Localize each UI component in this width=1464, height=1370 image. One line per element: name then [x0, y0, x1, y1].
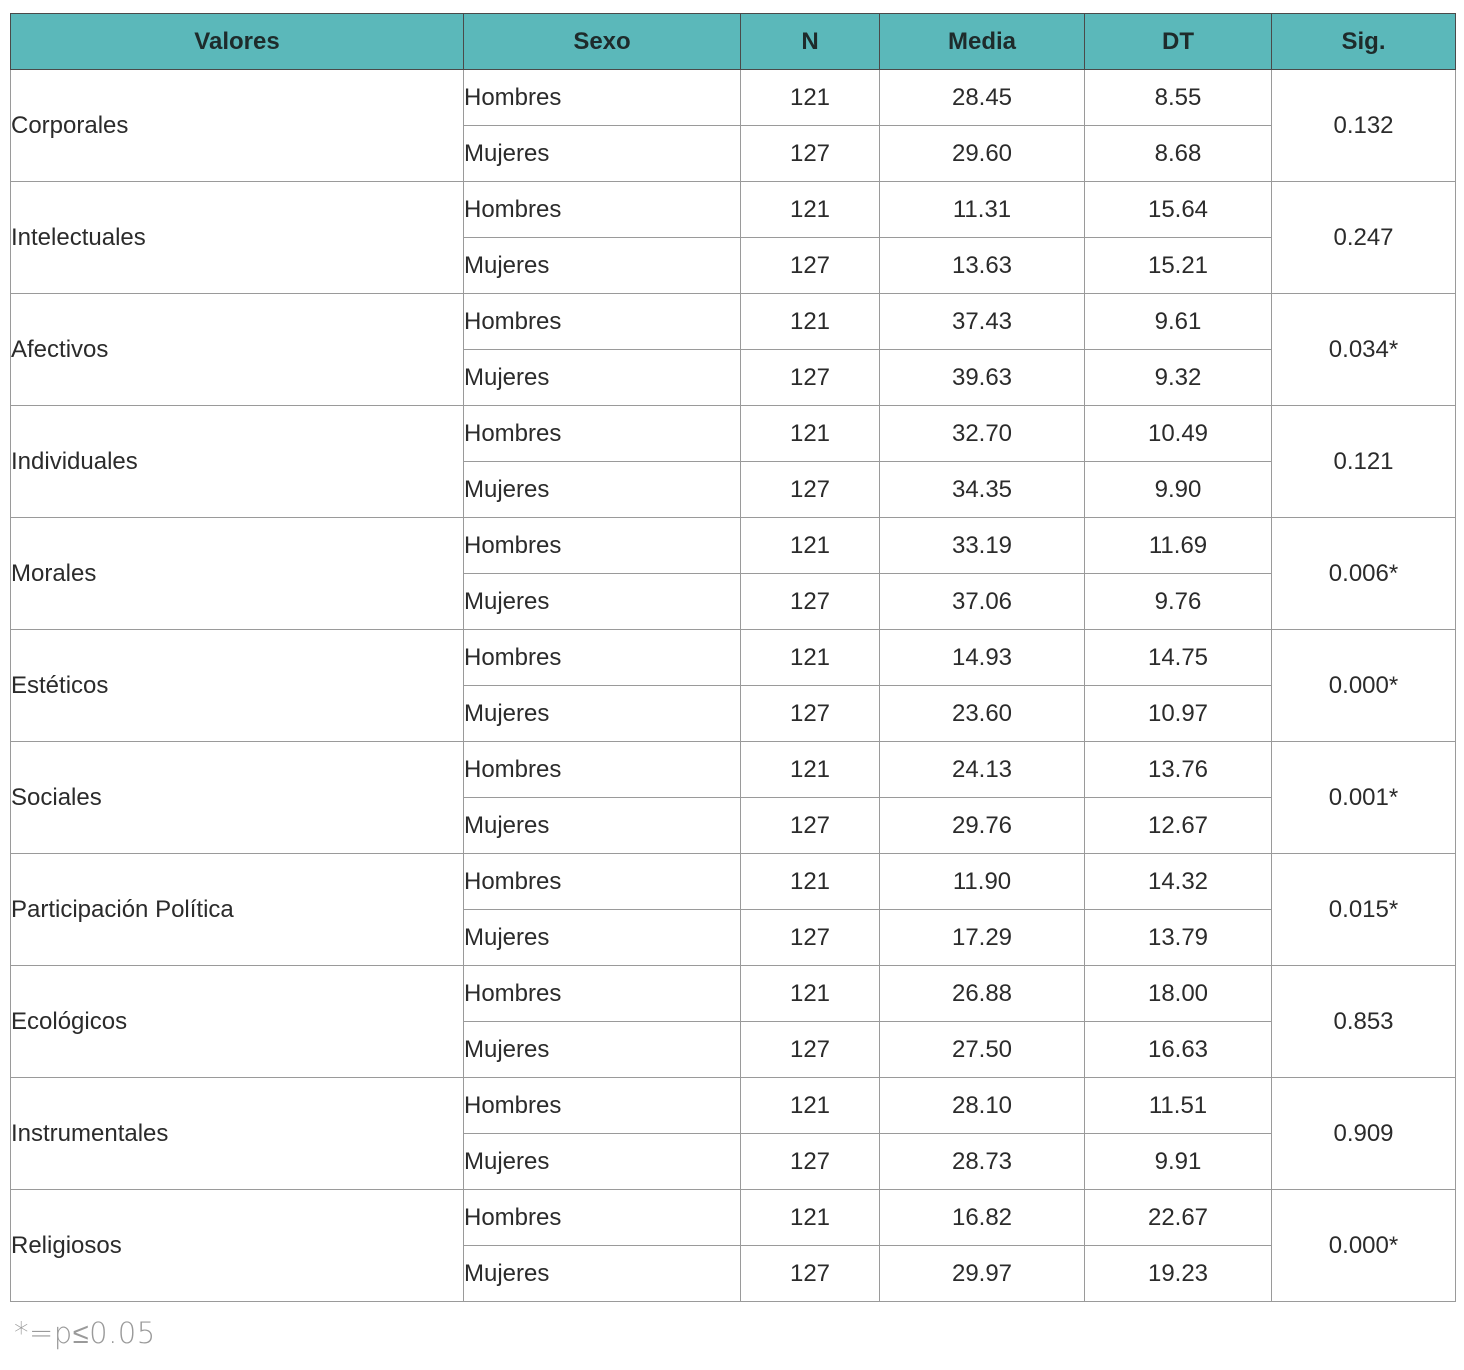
media-cell: 24.13 — [880, 742, 1085, 798]
sig-cell: 0.132 — [1272, 70, 1456, 182]
valor-cell: Religiosos — [11, 1190, 464, 1302]
sexo-cell: Hombres — [464, 182, 741, 238]
significance-footnote: *=p≤0.05 — [14, 1316, 156, 1350]
dt-cell: 22.67 — [1085, 1190, 1272, 1246]
valor-cell: Participación Política — [11, 854, 464, 966]
n-cell: 127 — [741, 1134, 880, 1190]
sexo-cell: Mujeres — [464, 126, 741, 182]
header-n: N — [741, 14, 880, 70]
media-cell: 33.19 — [880, 518, 1085, 574]
dt-cell: 14.32 — [1085, 854, 1272, 910]
sexo-cell: Hombres — [464, 1078, 741, 1134]
n-cell: 127 — [741, 350, 880, 406]
sexo-cell: Hombres — [464, 966, 741, 1022]
sig-cell: 0.853 — [1272, 966, 1456, 1078]
n-cell: 127 — [741, 238, 880, 294]
table-row — [11, 70, 1456, 126]
sig-cell: 0.015* — [1272, 854, 1456, 966]
n-cell: 127 — [741, 462, 880, 518]
sig-cell: 0.247 — [1272, 182, 1456, 294]
table-row — [11, 854, 1456, 910]
valor-cell: Sociales — [11, 742, 464, 854]
dt-cell: 8.68 — [1085, 126, 1272, 182]
n-cell: 121 — [741, 630, 880, 686]
dt-cell: 13.76 — [1085, 742, 1272, 798]
table-row — [11, 630, 1456, 686]
n-cell: 121 — [741, 406, 880, 462]
n-cell: 127 — [741, 686, 880, 742]
table-row — [11, 742, 1456, 798]
dt-cell: 15.21 — [1085, 238, 1272, 294]
media-cell: 27.50 — [880, 1022, 1085, 1078]
n-cell: 127 — [741, 574, 880, 630]
dt-cell: 9.61 — [1085, 294, 1272, 350]
header-dt: DT — [1085, 14, 1272, 70]
n-cell: 121 — [741, 294, 880, 350]
sexo-cell: Hombres — [464, 1190, 741, 1246]
sexo-cell: Mujeres — [464, 238, 741, 294]
table-body — [11, 70, 1456, 1302]
dt-cell: 13.79 — [1085, 910, 1272, 966]
valor-cell: Intelectuales — [11, 182, 464, 294]
sig-cell: 0.909 — [1272, 1078, 1456, 1190]
media-cell: 29.97 — [880, 1246, 1085, 1302]
dt-cell: 11.51 — [1085, 1078, 1272, 1134]
header-sexo: Sexo — [464, 14, 741, 70]
dt-cell: 9.90 — [1085, 462, 1272, 518]
dt-cell: 10.97 — [1085, 686, 1272, 742]
dt-cell: 15.64 — [1085, 182, 1272, 238]
sexo-cell: Hombres — [464, 742, 741, 798]
table-row — [11, 1078, 1456, 1134]
dt-cell: 12.67 — [1085, 798, 1272, 854]
media-cell: 28.45 — [880, 70, 1085, 126]
media-cell: 11.31 — [880, 182, 1085, 238]
media-cell: 34.35 — [880, 462, 1085, 518]
sexo-cell: Mujeres — [464, 1246, 741, 1302]
dt-cell: 11.69 — [1085, 518, 1272, 574]
header-valores: Valores — [11, 14, 464, 70]
dt-cell: 19.23 — [1085, 1246, 1272, 1302]
n-cell: 127 — [741, 1246, 880, 1302]
valor-cell: Afectivos — [11, 294, 464, 406]
media-cell: 23.60 — [880, 686, 1085, 742]
sig-cell: 0.000* — [1272, 630, 1456, 742]
sexo-cell: Mujeres — [464, 686, 741, 742]
valor-cell: Corporales — [11, 70, 464, 182]
dt-cell: 16.63 — [1085, 1022, 1272, 1078]
table-row — [11, 182, 1456, 238]
header-media: Media — [880, 14, 1085, 70]
dt-cell: 14.75 — [1085, 630, 1272, 686]
sexo-cell: Hombres — [464, 630, 741, 686]
header-row — [11, 14, 1456, 70]
n-cell: 127 — [741, 798, 880, 854]
dt-cell: 8.55 — [1085, 70, 1272, 126]
header-sig: Sig. — [1272, 14, 1456, 70]
valor-cell: Estéticos — [11, 630, 464, 742]
values-by-sex-table — [10, 13, 1456, 1302]
media-cell: 11.90 — [880, 854, 1085, 910]
media-cell: 37.43 — [880, 294, 1085, 350]
sexo-cell: Mujeres — [464, 574, 741, 630]
dt-cell: 18.00 — [1085, 966, 1272, 1022]
sig-cell: 0.006* — [1272, 518, 1456, 630]
sig-cell: 0.001* — [1272, 742, 1456, 854]
sig-cell: 0.000* — [1272, 1190, 1456, 1302]
n-cell: 121 — [741, 742, 880, 798]
n-cell: 121 — [741, 70, 880, 126]
sexo-cell: Mujeres — [464, 462, 741, 518]
media-cell: 28.73 — [880, 1134, 1085, 1190]
media-cell: 28.10 — [880, 1078, 1085, 1134]
n-cell: 121 — [741, 1190, 880, 1246]
sexo-cell: Mujeres — [464, 350, 741, 406]
sexo-cell: Hombres — [464, 854, 741, 910]
n-cell: 121 — [741, 966, 880, 1022]
sexo-cell: Hombres — [464, 294, 741, 350]
media-cell: 39.63 — [880, 350, 1085, 406]
n-cell: 127 — [741, 1022, 880, 1078]
table-row — [11, 518, 1456, 574]
sexo-cell: Hombres — [464, 406, 741, 462]
dt-cell: 10.49 — [1085, 406, 1272, 462]
media-cell: 17.29 — [880, 910, 1085, 966]
sexo-cell: Mujeres — [464, 798, 741, 854]
n-cell: 127 — [741, 126, 880, 182]
media-cell: 32.70 — [880, 406, 1085, 462]
dt-cell: 9.32 — [1085, 350, 1272, 406]
n-cell: 121 — [741, 518, 880, 574]
n-cell: 121 — [741, 854, 880, 910]
sexo-cell: Hombres — [464, 518, 741, 574]
media-cell: 29.76 — [880, 798, 1085, 854]
valor-cell: Ecológicos — [11, 966, 464, 1078]
sexo-cell: Mujeres — [464, 910, 741, 966]
media-cell: 13.63 — [880, 238, 1085, 294]
sig-cell: 0.121 — [1272, 406, 1456, 518]
table-header — [11, 14, 1456, 70]
sig-cell: 0.034* — [1272, 294, 1456, 406]
media-cell: 14.93 — [880, 630, 1085, 686]
valor-cell: Morales — [11, 518, 464, 630]
sexo-cell: Mujeres — [464, 1022, 741, 1078]
table-row — [11, 1190, 1456, 1246]
n-cell: 127 — [741, 910, 880, 966]
n-cell: 121 — [741, 182, 880, 238]
table-row — [11, 966, 1456, 1022]
media-cell: 29.60 — [880, 126, 1085, 182]
media-cell: 37.06 — [880, 574, 1085, 630]
dt-cell: 9.91 — [1085, 1134, 1272, 1190]
media-cell: 16.82 — [880, 1190, 1085, 1246]
table-row — [11, 294, 1456, 350]
valor-cell: Individuales — [11, 406, 464, 518]
valor-cell: Instrumentales — [11, 1078, 464, 1190]
n-cell: 121 — [741, 1078, 880, 1134]
media-cell: 26.88 — [880, 966, 1085, 1022]
dt-cell: 9.76 — [1085, 574, 1272, 630]
table-row — [11, 406, 1456, 462]
sexo-cell: Hombres — [464, 70, 741, 126]
sexo-cell: Mujeres — [464, 1134, 741, 1190]
